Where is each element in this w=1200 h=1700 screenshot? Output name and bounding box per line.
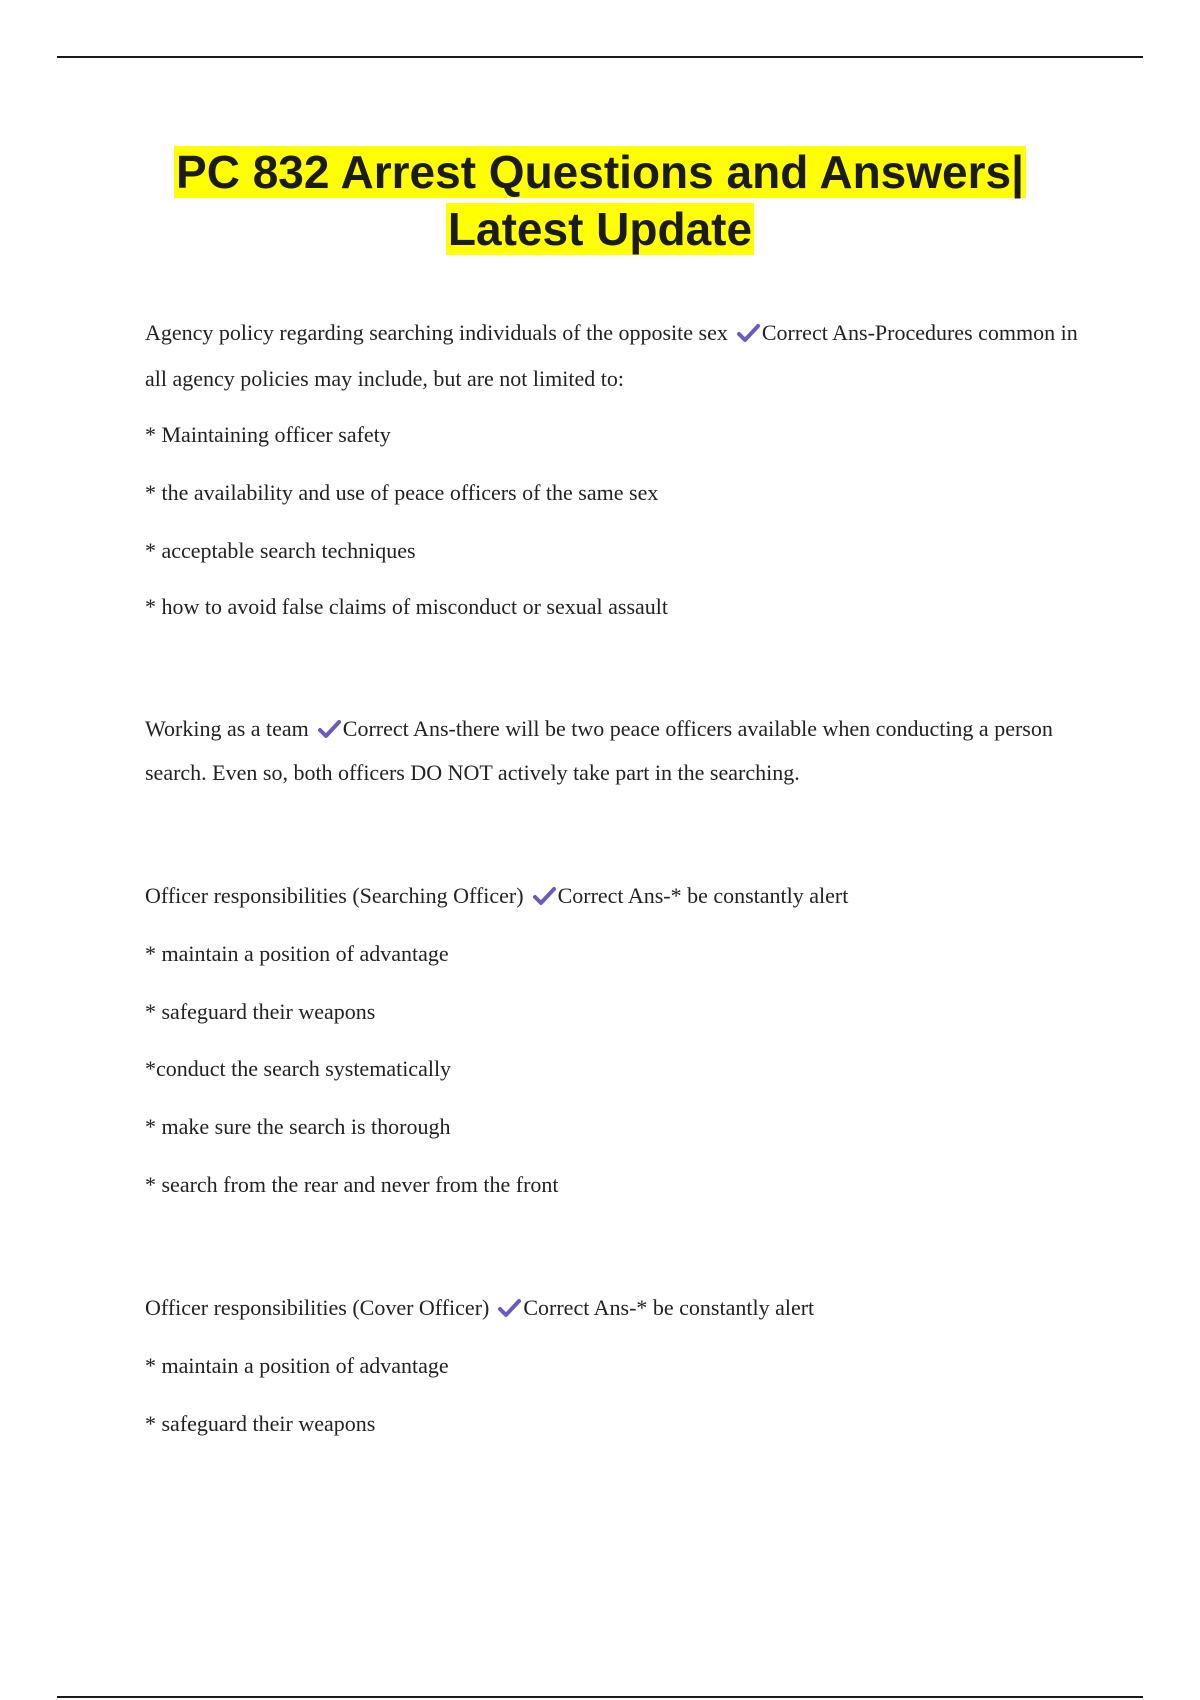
bullet-list [145, 939, 1085, 1200]
check-icon [317, 719, 341, 739]
bullet-item: * safeguard their weapons [145, 1411, 376, 1436]
bullet-item: * make sure the search is thorough [145, 1114, 451, 1139]
bullet-list [145, 420, 1085, 622]
answer-text: Correct Ans-* be constantly alert [557, 883, 849, 908]
bullet-item: * the availability and use of peace officers of the same sex [145, 480, 659, 505]
bullet-item: * maintain a position of advantage [145, 1353, 449, 1378]
top-rule [57, 56, 1143, 58]
qa-question-answer [145, 1285, 1085, 1331]
answer-text: Correct Ans-there will be two peace officers available when conducting a person search. Even so, both officers DO NOT actively take part in the searching. [145, 716, 1053, 785]
question-text: Agency policy regarding searching individuals of the opposite sex [145, 320, 728, 345]
qa-question-answer [145, 310, 1085, 402]
bullet-item: * maintain a position of advantage [145, 941, 449, 966]
check-icon [736, 323, 760, 343]
bullet-item: * search from the rear and never from the front [145, 1172, 559, 1197]
qa-item [145, 310, 1085, 402]
title-line-2: Latest Update [447, 203, 753, 255]
bullet-item: * safeguard their weapons [145, 999, 376, 1024]
qa-item [145, 1285, 1085, 1331]
page-title [0, 144, 1200, 258]
question-text: Officer responsibilities (Searching Officer) [145, 883, 524, 908]
answer-text: Correct Ans-Procedures common in all agency policies may include, but are not limited to: [145, 320, 1078, 391]
check-icon [532, 886, 556, 906]
bullet-list [145, 1351, 1085, 1439]
check-icon [497, 1298, 521, 1318]
question-text: Officer responsibilities (Cover Officer) [145, 1295, 490, 1320]
bottom-rule [57, 1696, 1143, 1698]
qa-item [145, 707, 1085, 795]
bullet-item: * Maintaining officer safety [145, 422, 391, 447]
bullet-item: * acceptable search techniques [145, 538, 416, 563]
answer-text: Correct Ans-* be constantly alert [523, 1295, 815, 1320]
bullet-item: * how to avoid false claims of misconduct or sexual assault [145, 594, 668, 619]
qa-question-answer [145, 873, 1085, 919]
bullet-item: *conduct the search systematically [145, 1056, 452, 1081]
question-text: Working as a team [145, 716, 309, 741]
title-line-1: PC 832 Arrest Questions and Answers| [176, 146, 1024, 198]
qa-item [145, 873, 1085, 919]
qa-question-answer [145, 707, 1085, 795]
